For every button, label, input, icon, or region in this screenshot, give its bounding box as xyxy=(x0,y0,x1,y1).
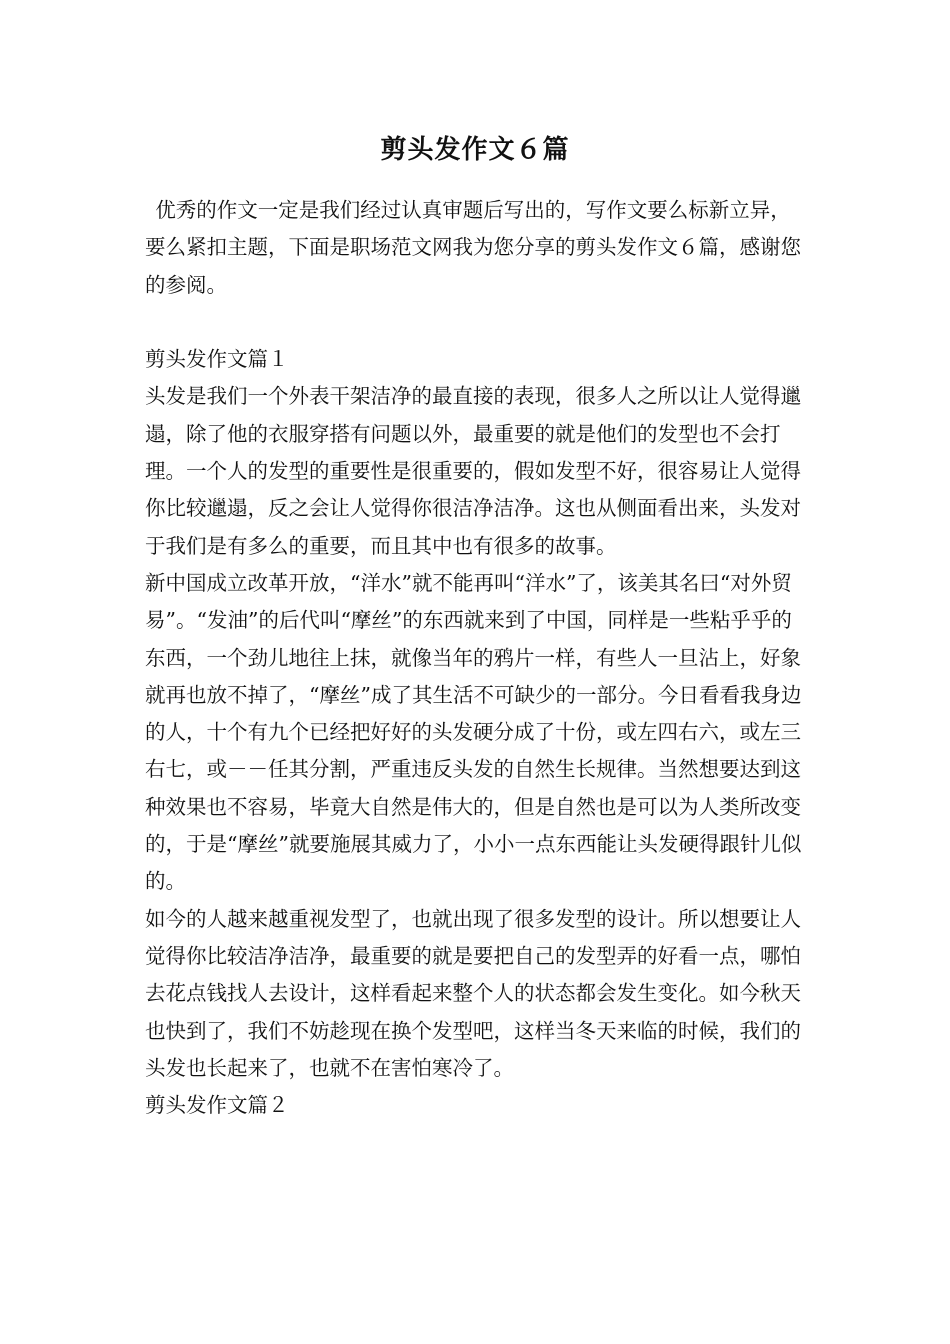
section-1-paragraph-1: 头发是我们一个外表干架洁净的最直接的表现，很多人之所以让人觉得邋遢，除了他的衣服穿搭有问题以外，最重要的就是他们的发型也不会打理。一个人的发型的重要性是很重要的，假如发型不好，很容易让人觉得你比较邋遢，反之会让人觉得你很洁净洁净。这也从侧面看出来，头发对于我们是有多么的重要，而且其中也有很多的故事。 xyxy=(145,384,801,558)
section-1-paragraph-2: 新中国成立改革开放，“洋水”就不能再叫“洋水”了，该美其名曰“对外贸易”。“发油”的后代叫“摩丝”的东西就来到了中国，同样是一些粘乎乎的东西，一个劲儿地往上抹，就像当年的鸦片一样，有些人一旦沾上，好象就再也放不掉了，“摩丝”成了其生活不可缺少的一部分。今日看看我身边的人，十个有九个已经把好好的头发硬分成了十份，或左四右六，或左三右七，或－－任其分割，严重违反头发的自然生长规律。当然想要达到这种效果也不容易，毕竟大自然是伟大的，但是自然也是可以为人类所改变的，于是“摩丝”就要施展其威力了，小小一点东西能让头发硬得跟针儿似的。 xyxy=(145,570,802,894)
document-title: 剪头发作文６篇 xyxy=(380,135,570,165)
section-1-paragraph-3: 如今的人越来越重视发型了，也就出现了很多发型的设计。所以想要让人觉得你比较洁净洁净，最重要的就是要把自己的发型弄的好看一点，哪怕去花点钱找人去设计，这样看起来整个人的状态都会发生变化。如今秋天也快到了，我们不妨趁现在换个发型吧，这样当冬天来临的时候，我们的头发也长起来了，也就不在害怕寒冷了。 xyxy=(145,906,801,1080)
blank-line xyxy=(145,304,805,341)
document-body xyxy=(145,192,805,1124)
intro-paragraph: 优秀的作文一定是我们经过认真审题后写出的，写作文要么标新立异，要么紧扣主题，下面是职场范文网我为您分享的剪头发作文６篇，感谢您的参阅。 xyxy=(145,198,801,297)
section-heading-2: 剪头发作文篇２ xyxy=(145,1093,289,1118)
section-heading-1: 剪头发作文篇１ xyxy=(145,347,289,372)
